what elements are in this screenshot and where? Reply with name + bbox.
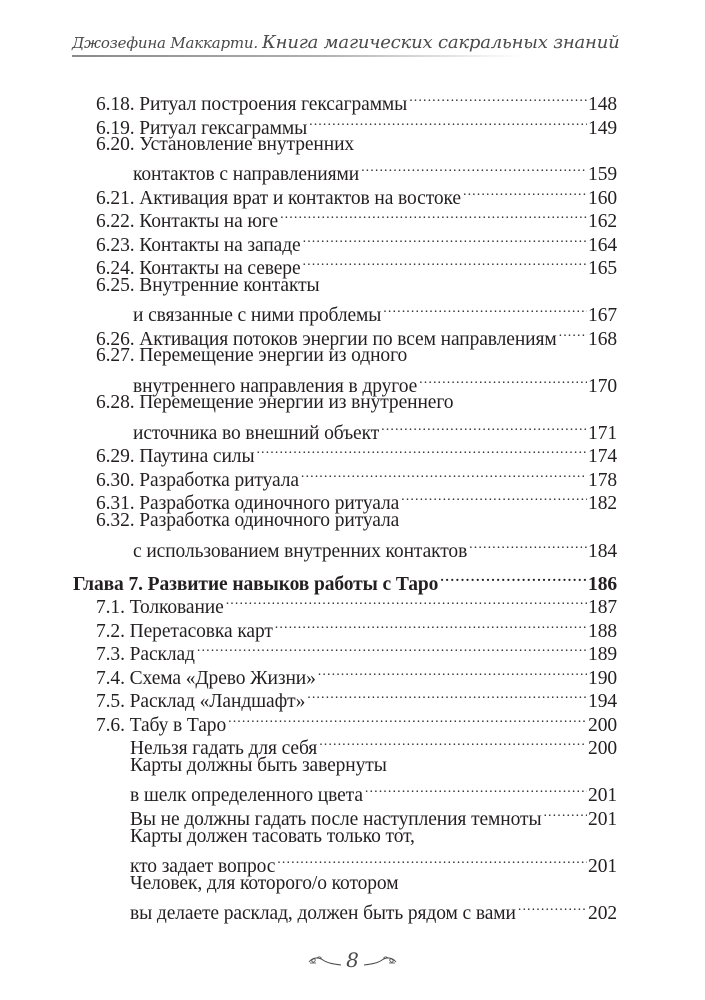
dot-leader xyxy=(463,180,587,204)
toc-entry-title: Контакты на юге xyxy=(139,211,279,232)
toc-entry-page: 159 xyxy=(588,164,617,185)
dot-leader xyxy=(361,156,587,180)
toc-entry-title: Контакты на севере xyxy=(139,258,301,279)
toc-entry-title: Толкование xyxy=(129,597,224,618)
dot-leader xyxy=(383,297,587,321)
toc-entry-number: 7.4. xyxy=(96,668,125,689)
toc-entry-title: Контакты на западе xyxy=(139,235,301,256)
toc-entry-6-19[interactable] xyxy=(96,110,617,139)
toc-entry-number: 6.19. xyxy=(96,118,135,139)
toc-subentry-title-continuation: кто задает вопрос xyxy=(130,856,276,877)
toc-entry-title: Перемещение энергии из одного xyxy=(139,345,408,366)
toc-entry-number: 6.20. xyxy=(96,134,135,155)
toc-entry-title: Паутина силы xyxy=(139,446,255,467)
dot-leader xyxy=(301,462,587,486)
toc-entry-page: 200 xyxy=(588,738,617,759)
page-folio xyxy=(0,946,705,972)
toc-entry-page: 162 xyxy=(588,211,617,232)
flourish-left-icon xyxy=(307,953,343,967)
toc-entry-page: 148 xyxy=(588,94,617,115)
dot-leader xyxy=(559,321,587,345)
toc-entry-number: 6.28. xyxy=(96,392,135,413)
dot-leader xyxy=(280,203,587,227)
toc-entry-page: 182 xyxy=(588,493,617,514)
toc-entry-page: 165 xyxy=(588,258,617,279)
toc-entry-page: 167 xyxy=(588,305,617,326)
toc-entry-title-continuation: контактов с направлениями xyxy=(133,164,360,185)
toc-chapter-page: 186 xyxy=(588,574,617,595)
toc-entry-page: 178 xyxy=(588,470,617,491)
toc-subentry[interactable] xyxy=(130,801,617,830)
dot-leader xyxy=(381,415,587,439)
dot-leader xyxy=(277,848,587,872)
dot-leader xyxy=(543,801,587,825)
dot-leader xyxy=(318,660,587,684)
toc-entry-number: 7.1. xyxy=(96,597,125,618)
running-head-author: Джозефина Маккарти. xyxy=(72,34,258,52)
dot-leader xyxy=(307,683,587,707)
toc-entry-7-5[interactable] xyxy=(96,683,617,712)
running-head-title: Книга магических сакральных знаний xyxy=(261,32,620,53)
toc-entry-page: 187 xyxy=(588,597,617,618)
toc-entry-title: Разработка одиночного ритуала xyxy=(139,510,400,531)
toc-entry-number: 7.3. xyxy=(96,644,125,665)
toc-entry-number: 6.25. xyxy=(96,275,135,296)
toc-entry-page: 160 xyxy=(588,188,617,209)
toc-entry-title-continuation: с использованием внутренних контактов xyxy=(133,541,468,562)
toc-entry-6-28[interactable] xyxy=(96,391,617,415)
dot-leader xyxy=(197,636,587,660)
toc-entry-title-continuation: источника во внешний объект xyxy=(133,423,380,444)
dot-leader xyxy=(419,368,587,392)
toc-entry-title: Внутренние контакты xyxy=(139,275,320,296)
dot-leader xyxy=(256,438,587,462)
toc-entry-number: 6.32. xyxy=(96,510,135,531)
toc-subentry-title: Вы не должны гадать после наступления темноты xyxy=(130,809,542,830)
toc-entry-6-32[interactable] xyxy=(96,509,617,533)
toc-entry-title: Активация потоков энергии по всем направлениям xyxy=(139,329,557,350)
toc-entry-page: 170 xyxy=(588,376,617,397)
toc-entry-title: Перемещение энергии из внутреннего xyxy=(139,392,454,413)
toc-subentry-title: Нельзя гадать для себя xyxy=(130,738,318,759)
toc-subentry-continuation[interactable] xyxy=(130,848,617,877)
dot-leader xyxy=(226,589,587,613)
toc-entry-page: 190 xyxy=(588,668,617,689)
toc-entry-6-20[interactable] xyxy=(96,133,617,157)
toc-entry-6-28-continuation[interactable] xyxy=(133,415,617,444)
dot-leader xyxy=(401,485,587,509)
toc-entry-title: Активация врат и контактов на востоке xyxy=(139,188,461,209)
flourish-right-icon xyxy=(362,953,398,967)
toc-chapter-title: Глава 7. Развитие навыков работы с Таро xyxy=(73,574,439,595)
toc-entry-page: 194 xyxy=(588,691,617,712)
running-head-rule xyxy=(72,55,522,57)
toc-entry-title: Разработка ритуала xyxy=(139,470,299,491)
toc-entry-page: 184 xyxy=(588,541,617,562)
toc-entry-title: Расклад «Ландшафт» xyxy=(129,691,306,712)
toc-entry-page: 149 xyxy=(588,118,617,139)
toc-entry-number: 7.2. xyxy=(96,621,125,642)
toc-entry-6-25[interactable] xyxy=(96,274,617,298)
toc-entry-6-29[interactable] xyxy=(96,438,617,467)
toc-entry-6-23[interactable] xyxy=(96,227,617,256)
toc-entry-6-20-continuation[interactable] xyxy=(133,156,617,185)
toc-entry-title: Расклад xyxy=(129,644,195,665)
toc-subentry-continuation[interactable] xyxy=(130,777,617,806)
dot-leader xyxy=(228,707,587,731)
toc-subentry-title: Карты должны быть завернуты xyxy=(130,755,387,776)
toc-entry-page: 201 xyxy=(588,856,617,877)
toc-subentry-title-continuation: в шелк определенного цвета xyxy=(130,785,363,806)
toc-subentry-title-continuation: вы делаете расклад, должен быть рядом с вами xyxy=(130,903,516,924)
toc-entry-title: Ритуал гексаграммы xyxy=(139,118,308,139)
toc-entry-6-21[interactable] xyxy=(96,180,617,209)
toc-entry-number: 6.31. xyxy=(96,493,135,514)
toc-entry-6-26[interactable] xyxy=(96,321,617,350)
toc-entry-7-2[interactable] xyxy=(96,613,617,642)
dot-leader xyxy=(303,227,587,251)
toc-entry-7-6[interactable] xyxy=(96,707,617,736)
toc-entry-title-continuation: и связанные с ними проблемы xyxy=(133,305,382,326)
toc-entry-6-18[interactable] xyxy=(96,86,617,115)
toc-entry-number: 6.30. xyxy=(96,470,135,491)
toc-subentry[interactable] xyxy=(130,872,617,896)
running-head xyxy=(72,32,620,53)
toc-entry-number: 7.6. xyxy=(96,715,125,736)
dot-leader xyxy=(303,250,588,274)
toc-entry-page: 189 xyxy=(588,644,617,665)
toc-entry-6-31[interactable] xyxy=(96,485,617,514)
toc-entry-6-22[interactable] xyxy=(96,203,617,232)
toc-entry-title: Ритуал построения гексаграммы xyxy=(139,94,408,115)
toc-subentry[interactable] xyxy=(130,730,617,759)
dot-leader xyxy=(309,110,587,134)
dot-leader xyxy=(409,86,587,110)
toc-entry-title-continuation: внутреннего направления в другое xyxy=(133,376,418,397)
toc-entry-page: 188 xyxy=(588,621,617,642)
toc-entry-number: 6.22. xyxy=(96,211,135,232)
toc-subentry-title: Карты должен тасовать только тот, xyxy=(130,826,415,847)
dot-leader xyxy=(365,777,587,801)
toc-entry-page: 200 xyxy=(588,715,617,736)
dot-leader xyxy=(440,566,587,590)
page-number: 8 xyxy=(346,947,359,972)
toc-entry-page: 201 xyxy=(588,809,617,830)
dot-leader xyxy=(319,730,587,754)
toc-entry-6-32-continuation[interactable] xyxy=(133,533,617,562)
toc-entry-6-30[interactable] xyxy=(96,462,617,491)
toc-chapter-7[interactable] xyxy=(73,566,617,595)
toc-subentry-continuation[interactable] xyxy=(130,895,617,924)
toc-entry-6-27[interactable] xyxy=(96,344,617,368)
toc-entry-number: 7.5. xyxy=(96,691,125,712)
toc-entry-7-1[interactable] xyxy=(96,589,617,618)
dot-leader xyxy=(469,533,587,557)
toc-entry-7-4[interactable] xyxy=(96,660,617,689)
toc-entry-number: 6.21. xyxy=(96,188,135,209)
toc-entry-number: 6.26. xyxy=(96,329,135,350)
toc-entry-number: 6.23. xyxy=(96,235,135,256)
toc-entry-number: 6.29. xyxy=(96,446,135,467)
toc-entry-6-24[interactable] xyxy=(96,250,617,279)
toc-subentry-title: Человек, для которого/о котором xyxy=(130,873,399,894)
toc-entry-title: Схема «Древо Жизни» xyxy=(129,668,316,689)
toc-entry-title: Табу в Таро xyxy=(129,715,227,736)
toc-subentry[interactable] xyxy=(130,754,617,778)
toc-subentry[interactable] xyxy=(130,825,617,849)
toc-entry-page: 174 xyxy=(588,446,617,467)
toc-entry-number: 6.18. xyxy=(96,94,135,115)
toc-entry-page: 171 xyxy=(588,423,617,444)
toc-entry-title: Перетасовка карт xyxy=(129,621,273,642)
dot-leader xyxy=(518,895,587,919)
toc-entry-7-3[interactable] xyxy=(96,636,617,665)
toc-entry-title: Разработка одиночного ритуала xyxy=(139,493,400,514)
toc-entry-number: 6.24. xyxy=(96,258,135,279)
toc-entry-page: 164 xyxy=(588,235,617,256)
toc-entry-title: Установление внутренних xyxy=(139,134,355,155)
toc-entry-page: 201 xyxy=(588,785,617,806)
toc-entry-number: 6.27. xyxy=(96,345,135,366)
toc-entry-6-25-continuation[interactable] xyxy=(133,297,617,326)
toc-entry-page: 202 xyxy=(588,903,617,924)
dot-leader xyxy=(275,613,587,637)
toc-entry-6-27-continuation[interactable] xyxy=(133,368,617,397)
toc-entry-page: 168 xyxy=(588,329,617,350)
